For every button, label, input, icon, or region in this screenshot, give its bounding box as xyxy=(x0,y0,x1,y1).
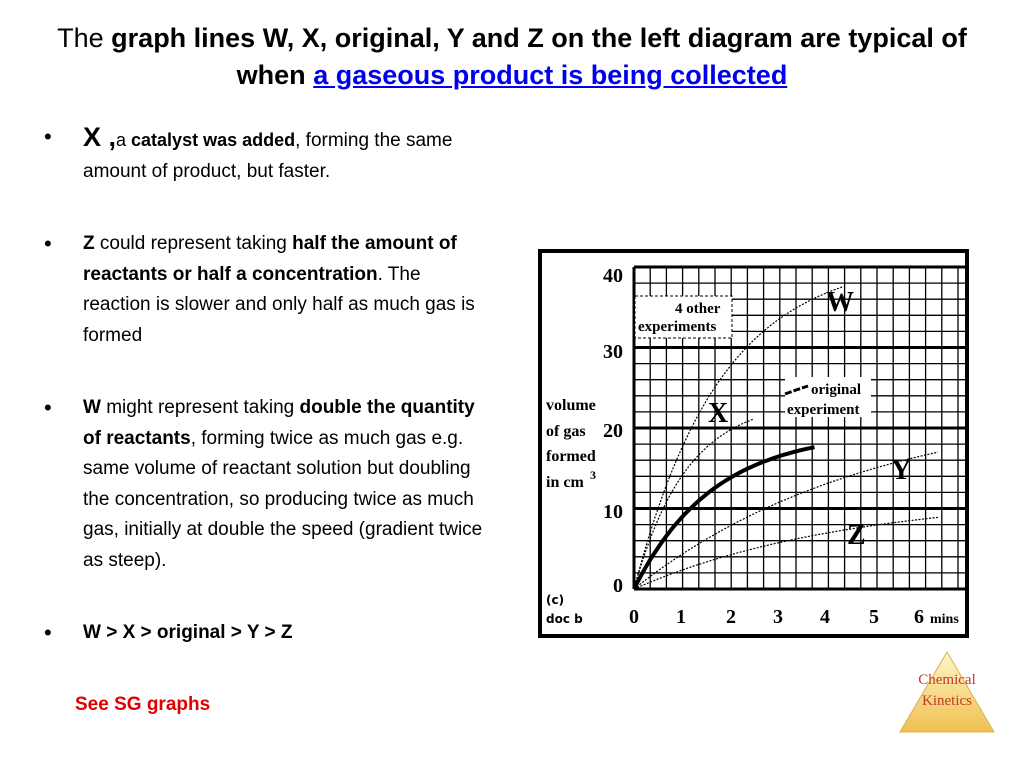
bullet-dot: • xyxy=(44,620,52,645)
bullet-text: a xyxy=(116,130,132,150)
bullet-bold: half the amount of reactants or half a concentration xyxy=(83,233,457,285)
y-axis-label-line: formed xyxy=(546,448,596,465)
bullet-order xyxy=(44,618,484,649)
badge-line: Kinetics xyxy=(922,693,972,709)
bullet-w xyxy=(44,393,484,576)
x-tick-label: 2 xyxy=(726,606,736,628)
x-tick-label: 6 xyxy=(914,606,924,628)
title-prefix: The xyxy=(57,23,112,53)
x-unit-label: mins xyxy=(930,612,959,627)
rate-graph xyxy=(538,249,969,638)
bullet-lead-x: X , xyxy=(83,122,117,152)
badge-line: Chemical xyxy=(918,672,976,688)
sg-graphs-link[interactable]: See SG graphs xyxy=(75,694,211,715)
y-tick-label: 30 xyxy=(603,341,623,363)
callout-original-text: original xyxy=(811,382,862,398)
corner-label: doc b xyxy=(546,612,583,626)
x-tick-label: 3 xyxy=(773,606,783,628)
bullet-bold: double the quantity of reactants xyxy=(83,397,475,449)
bullet-bold: Z xyxy=(83,233,95,254)
y-tick-label: 40 xyxy=(603,265,623,287)
bullet-dot: • xyxy=(44,124,52,149)
curve-label-y: Y xyxy=(891,455,912,486)
x-tick-label: 4 xyxy=(820,606,830,628)
bullet-bold: W > X > original > Y > Z xyxy=(83,622,293,643)
y-axis-label-line: in cm xyxy=(546,474,584,491)
bullet-list xyxy=(44,122,484,649)
bullet-bold: catalyst was added xyxy=(131,130,296,150)
badge-text xyxy=(898,670,996,712)
y-axis-label-sup: 3 xyxy=(590,468,596,482)
title-bold: graph lines W, X, original, Y and Z on the left diagram are typical of when xyxy=(111,23,967,90)
corner-label: (c) xyxy=(546,593,565,607)
y-tick-label: 10 xyxy=(603,501,623,523)
y-axis-label-line: volume xyxy=(546,397,596,414)
curve-label-z: Z xyxy=(847,520,866,551)
bullet-bold: W xyxy=(83,397,101,418)
slide-title xyxy=(20,20,1004,94)
bullet-dot: • xyxy=(44,395,52,420)
title-link[interactable]: a gaseous product is being collected xyxy=(313,60,788,90)
curve-label-x: X xyxy=(708,398,729,429)
curve-label-w: W xyxy=(826,287,854,318)
bullet-text: . The reaction is slower and only half as much gas is formed xyxy=(83,263,475,346)
bullet-text: could represent taking xyxy=(94,233,293,254)
bullet-text: , forming twice as much gas e.g. same volume of reactant solution but doubling the concentration, so producing twice as much gas, initially at double the speed (gradient twice as steep). xyxy=(83,427,483,571)
callout-other-text: 4 other xyxy=(675,301,721,317)
y-tick-label: 20 xyxy=(603,420,623,442)
bullet-catalyst xyxy=(44,122,484,187)
y-axis-label-line: of gas xyxy=(546,423,586,440)
x-tick-label: 5 xyxy=(869,606,879,628)
bullet-text: , forming the same amount of product, but faster. xyxy=(83,130,453,182)
y-tick-label: 0 xyxy=(613,575,623,597)
x-tick-label: 0 xyxy=(629,606,639,628)
bullet-dot: • xyxy=(44,231,52,256)
callout-original-text: experiment xyxy=(787,402,860,418)
x-tick-label: 1 xyxy=(676,606,686,628)
callout-other-text: experiments xyxy=(638,319,717,335)
bullet-z xyxy=(44,229,484,351)
bullet-text: might represent taking xyxy=(100,397,300,418)
